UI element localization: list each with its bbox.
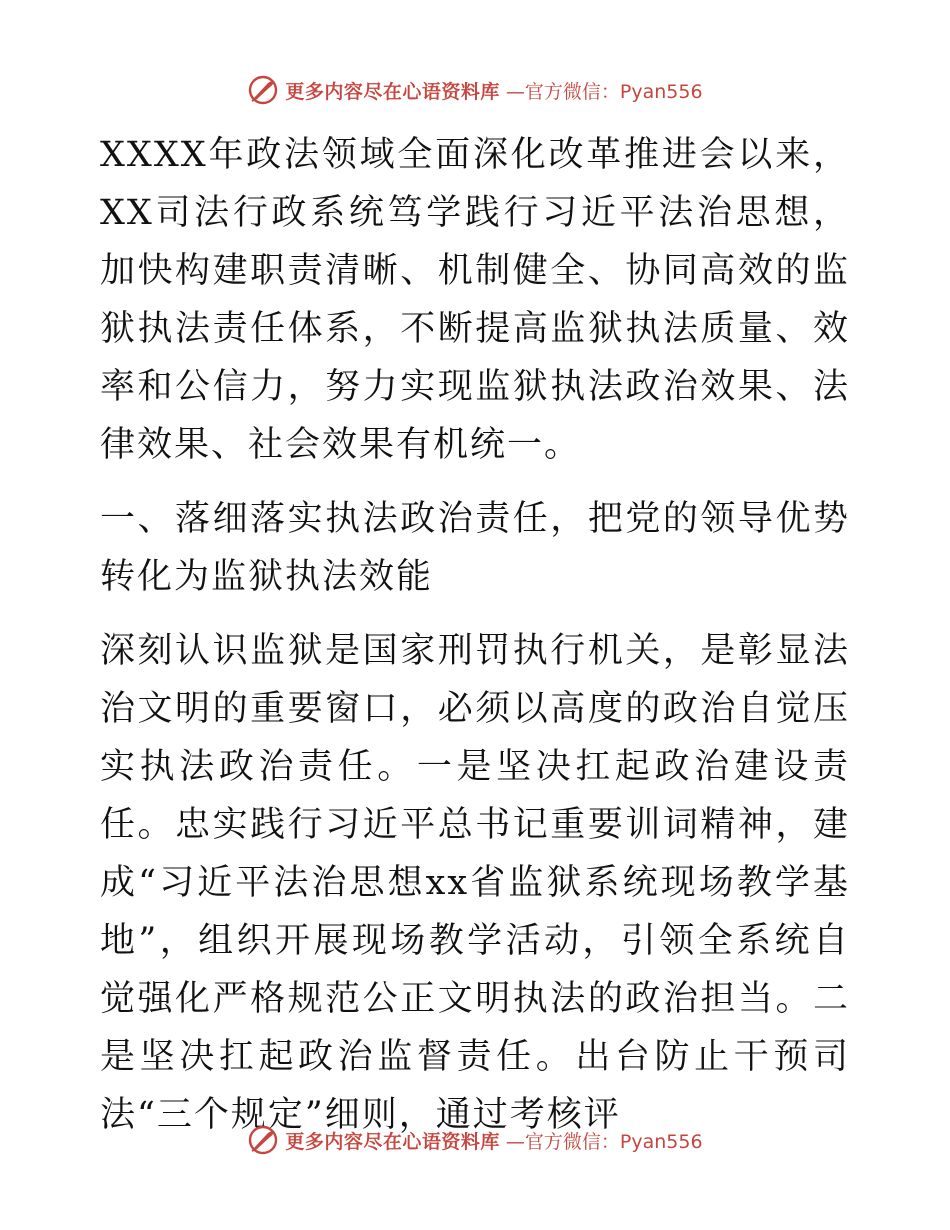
footer-watermark-banner — [0, 1120, 950, 1160]
paragraph-section-1: 深刻认识监狱是国家刑罚执行机关，是彰显法治文明的重要窗口，必须以高度的政治自觉压实执法政治责任。一是坚决扛起政治建设责任。忠实践行习近平总书记重要训词精神，建成“习近平法治思想xx省监狱系统现场教学基地”，组织开展现场教学活动，引领全系统自觉强化严格规范公正文明执法的政治担当。二是坚决扛起政治监督责任。出台防止干预司法“三个规定”细则，通过考核评 — [100, 631, 850, 1135]
banner-text: 更多内容尽在心语资料库 — [285, 1130, 500, 1153]
banner-contact: —官方微信：Pyan556 — [505, 80, 703, 103]
paragraph-intro: XXXX年政法领域全面深化改革推进会以来，XX司法行政系统笃学践行习近平法治思想，加快构建职责清晰、机制健全、协同高效的监狱执法责任体系，不断提高监狱执法质量、效率和公信力，努力实现监狱执法政治效果、法律效果、社会效果有机统一。 — [100, 135, 850, 465]
quill-logo-icon — [247, 74, 279, 106]
header-watermark-banner — [0, 70, 950, 110]
quill-logo-icon — [247, 1124, 279, 1156]
section-heading-1: 一、落细落实执法政治责任，把党的领导优势转化为监狱执法效能 — [100, 499, 850, 597]
document-body — [100, 126, 850, 1144]
banner-text: 更多内容尽在心语资料库 — [285, 80, 500, 103]
banner-contact: —官方微信：Pyan556 — [505, 1130, 703, 1153]
